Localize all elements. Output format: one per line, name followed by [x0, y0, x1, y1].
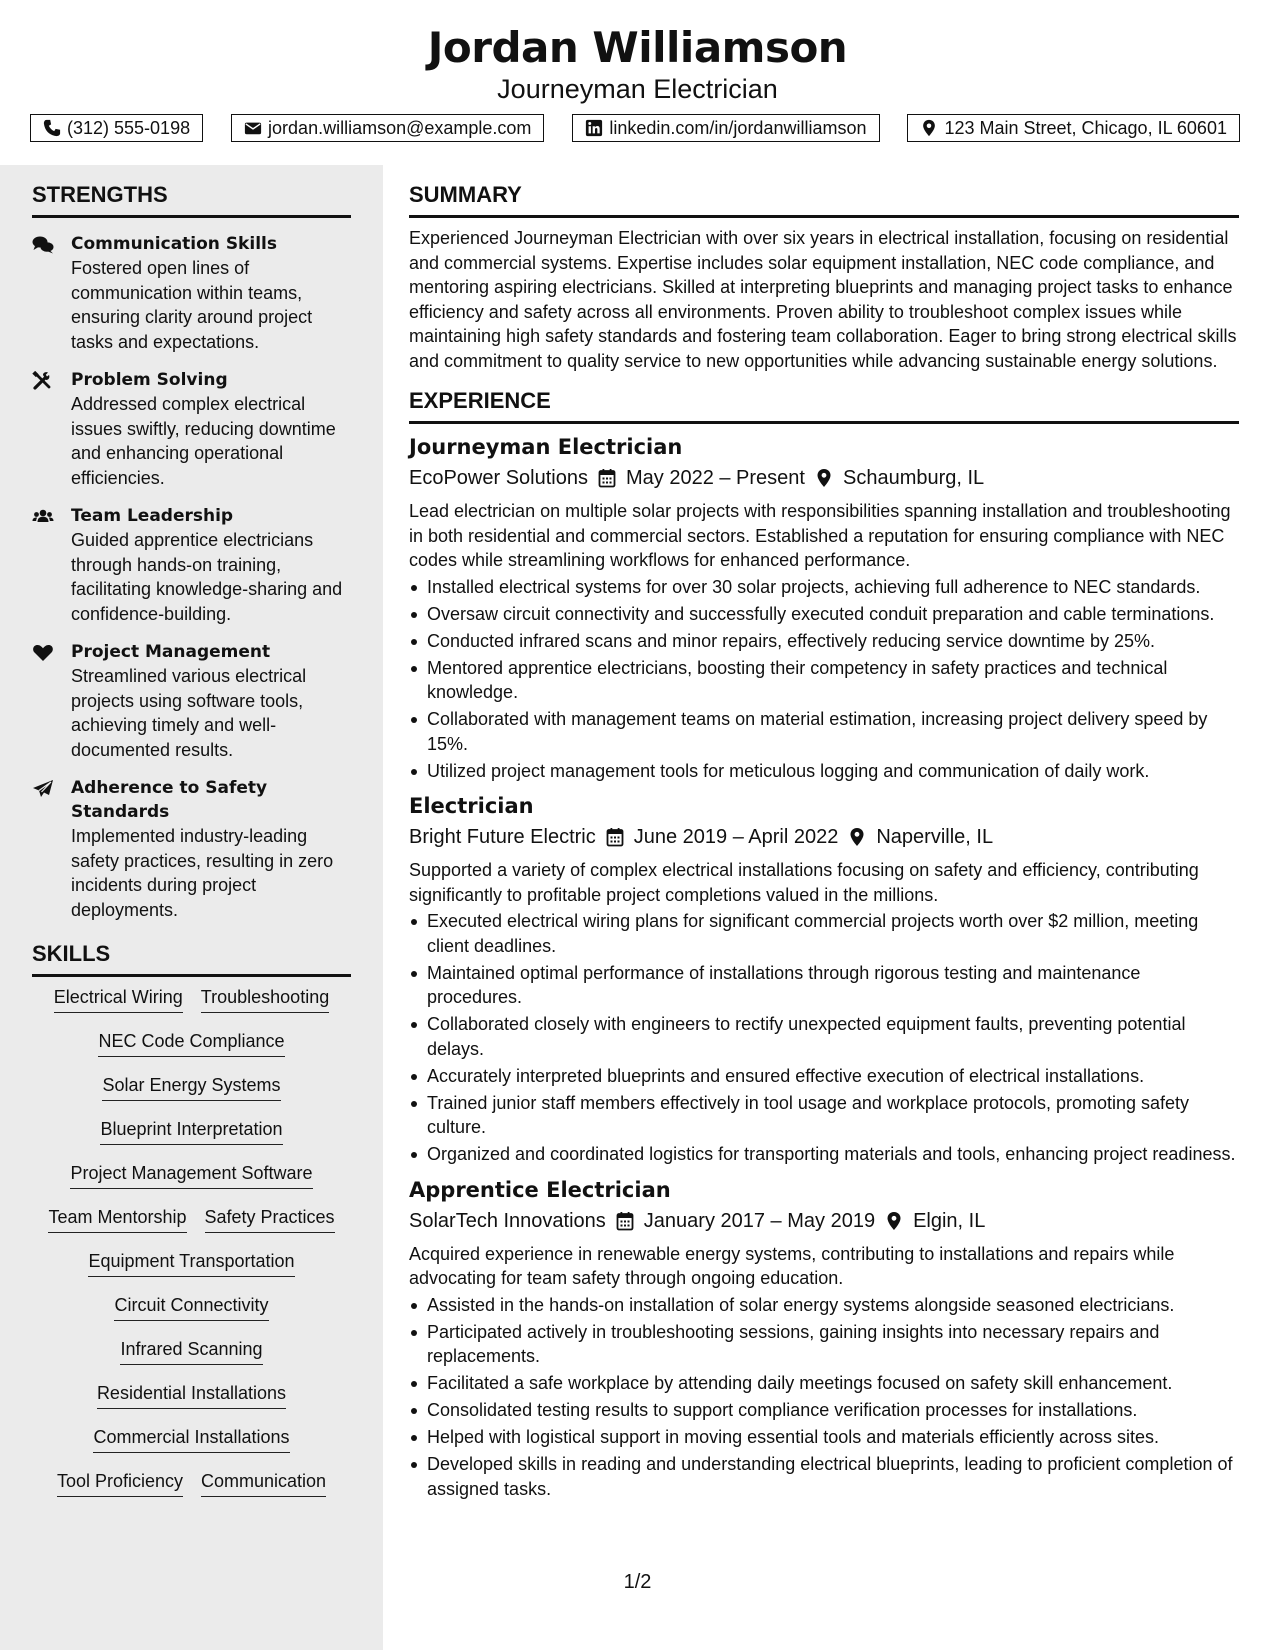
- job-entry: [409, 432, 1239, 783]
- map-pin-icon: [815, 468, 833, 488]
- calendar-icon: [616, 1211, 634, 1231]
- job-dates: June 2019 – April 2022: [633, 826, 839, 848]
- skill-tag: Team Mentorship: [48, 1205, 186, 1233]
- contact-phone[interactable]: [30, 114, 203, 142]
- job-dates: January 2017 – May 2019: [643, 1209, 876, 1232]
- job-entry: [409, 791, 1239, 1167]
- job-bullets: [409, 909, 1239, 1167]
- skill-tag: Residential Installations: [97, 1381, 286, 1409]
- linkedin-icon: [585, 119, 603, 137]
- main-column: [409, 181, 1239, 1504]
- skill-tag: Safety Practices: [205, 1205, 335, 1233]
- job-bullet: Collaborated closely with engineers to rectify unexpected equipment faults, preventing potential delays.: [409, 1012, 1239, 1061]
- strength-desc: Fostered open lines of communication within teams, ensuring clarity around project tasks and expectations.: [71, 258, 313, 352]
- tools-icon: [32, 371, 54, 391]
- job-title: Journeyman Electrician: [409, 435, 683, 459]
- job-bullet: Installed electrical systems for over 30 solar projects, achieving full adherence to NEC standards.: [409, 575, 1239, 600]
- contact-linkedin-text: linkedin.com/in/jordanwilliamson: [609, 117, 867, 138]
- job-description: Lead electrician on multiple solar projects with responsibilities spanning installation and troubleshooting in both residential and commercial sectors. Established a reputation for ensuring compliance with NEC codes while streamlining workflows for enhanced performance.: [409, 501, 1231, 570]
- strength-title: Adherence to Safety Standards: [71, 778, 268, 822]
- job-bullet: Trained junior staff members effectively in tool usage and workplace protocols, promoting safety culture.: [409, 1091, 1239, 1140]
- skill-tag: Commercial Installations: [93, 1425, 289, 1453]
- skill-tag: Troubleshooting: [201, 985, 329, 1013]
- calendar-icon: [598, 468, 616, 488]
- job-bullet: Conducted infrared scans and minor repairs, effectively reducing service downtime by 25%.: [409, 629, 1239, 654]
- strength-desc: Addressed complex electrical issues swiftly, reducing downtime and enhancing operational efficiencies.: [71, 394, 336, 488]
- strength-item: [32, 504, 351, 626]
- job-bullet: Developed skills in reading and understanding electrical blueprints, leading to proficient completion of assigned tasks.: [409, 1452, 1239, 1501]
- strength-desc: Streamlined various electrical projects using software tools, achieving timely and well-documented results.: [71, 666, 307, 760]
- strength-item: [32, 640, 351, 762]
- map-pin-icon: [885, 1211, 903, 1231]
- skill-tag: Circuit Connectivity: [114, 1293, 268, 1321]
- job-bullet: Participated actively in troubleshooting sessions, gaining insights into necessary repairs and replacements.: [409, 1320, 1239, 1369]
- job-company: EcoPower Solutions: [409, 467, 588, 489]
- skills-heading: SKILLS: [32, 940, 351, 977]
- envelope-icon: [244, 119, 262, 137]
- contact-email[interactable]: [231, 114, 544, 142]
- contact-address-text: 123 Main Street, Chicago, IL 60601: [944, 117, 1227, 138]
- job-bullet: Collaborated with management teams on material estimation, increasing project delivery speed by 15%.: [409, 707, 1239, 756]
- contact-bar: [30, 114, 1240, 144]
- skills-list: [32, 985, 351, 1513]
- strength-item: [32, 368, 351, 490]
- strength-title: Team Leadership: [71, 506, 234, 526]
- map-pin-icon: [848, 827, 866, 847]
- summary-heading: SUMMARY: [409, 181, 1239, 218]
- skill-tag: Blueprint Interpretation: [100, 1117, 282, 1145]
- strength-desc: Guided apprentice electricians through hands-on training, facilitating knowledge-sharing and confidence-building.: [71, 530, 343, 624]
- job-bullet: Maintained optimal performance of installations through rigorous testing and maintenance procedures.: [409, 961, 1239, 1010]
- calendar-icon: [606, 827, 624, 847]
- phone-icon: [43, 119, 61, 137]
- strength-title: Problem Solving: [71, 370, 228, 390]
- candidate-role: Journeyman Electrician: [497, 74, 778, 104]
- job-description: Supported a variety of complex electrical installations focusing on safety and efficiency, contributing significantly to profitable project completions valued in the millions.: [409, 860, 1199, 905]
- strengths-heading: STRENGTHS: [32, 181, 351, 218]
- job-meta: [409, 1206, 1239, 1236]
- job-bullet: Assisted in the hands-on installation of solar energy systems alongside seasoned electricians.: [409, 1293, 1239, 1318]
- job-location: Elgin, IL: [913, 1209, 986, 1232]
- skill-tag: Project Management Software: [70, 1161, 312, 1189]
- job-meta: [409, 463, 1239, 493]
- paper-plane-icon: [32, 779, 54, 799]
- strength-title: Communication Skills: [71, 234, 277, 254]
- job-location: Schaumburg, IL: [842, 467, 985, 489]
- chat-bubbles-icon: [32, 235, 54, 255]
- skill-tag: Solar Energy Systems: [102, 1073, 280, 1101]
- job-location: Naperville, IL: [876, 826, 994, 848]
- map-pin-icon: [920, 119, 938, 137]
- skill-tag: NEC Code Compliance: [98, 1029, 284, 1057]
- users-icon: [32, 507, 54, 527]
- job-bullet: Executed electrical wiring plans for significant commercial projects worth over $2 million, meeting client deadlines.: [409, 909, 1239, 958]
- sidebar: [0, 165, 383, 1650]
- heart-icon: [32, 643, 54, 663]
- job-bullet: Oversaw circuit connectivity and successfully executed conduit preparation and cable terminations.: [409, 602, 1239, 627]
- strength-desc: Implemented industry-leading safety practices, resulting in zero incidents during project deployments.: [71, 826, 334, 920]
- skill-tag: Electrical Wiring: [54, 985, 183, 1013]
- skill-tag: Tool Proficiency: [57, 1469, 183, 1497]
- strength-item: [32, 776, 351, 922]
- job-bullet: Organized and coordinated logistics for transporting materials and tools, enhancing project readiness.: [409, 1142, 1239, 1167]
- job-company: Bright Future Electric: [409, 826, 596, 848]
- experience-heading: EXPERIENCE: [409, 387, 1239, 424]
- page-number: 1/2: [623, 1571, 652, 1593]
- job-dates: May 2022 – Present: [625, 467, 805, 489]
- strength-title: Project Management: [71, 642, 271, 662]
- job-bullet: Mentored apprentice electricians, boosting their competency in safety practices and technical knowledge.: [409, 656, 1239, 705]
- job-bullet: Helped with logistical support in moving essential tools and materials efficiently across sites.: [409, 1425, 1239, 1450]
- job-bullet: Consolidated testing results to support compliance verification processes for installations.: [409, 1398, 1239, 1423]
- job-title: Electrician: [409, 794, 534, 818]
- candidate-name: Jordan Williamson: [427, 23, 848, 72]
- skill-tag: Infrared Scanning: [120, 1337, 262, 1365]
- job-entry: [409, 1175, 1239, 1502]
- summary-text: Experienced Journeyman Electrician with over six years in electrical installation, focusing on residential and commercial systems. Expertise includes solar equipment installation, NEC code compliance, and mentoring aspiring electricians. Skilled at interpreting blueprints and managing project tasks to enhance efficiency and safety across all environments. Proven ability to troubleshoot complex issues while maintaining high safety standards and fostering team collaboration. Eager to bring strong electrical skills and commitment to quality service to new opportunities while advancing sustainable energy solutions.: [409, 228, 1237, 371]
- job-bullet: Utilized project management tools for meticulous logging and communication of daily work.: [409, 759, 1239, 784]
- contact-email-text: jordan.williamson@example.com: [268, 117, 532, 138]
- contact-address[interactable]: [907, 114, 1240, 142]
- contact-phone-text: (312) 555-0198: [67, 117, 191, 138]
- job-title: Apprentice Electrician: [409, 1177, 671, 1202]
- strength-item: [32, 232, 351, 354]
- job-bullet: Facilitated a safe workplace by attending daily meetings focused on safety skill enhancement.: [409, 1371, 1239, 1396]
- skill-tag: Communication: [201, 1469, 326, 1497]
- contact-linkedin[interactable]: [572, 114, 879, 142]
- job-bullets: [409, 1293, 1239, 1502]
- job-bullets: [409, 575, 1239, 784]
- job-company: SolarTech Innovations: [409, 1209, 606, 1232]
- skill-tag: Equipment Transportation: [88, 1249, 294, 1277]
- job-bullet: Accurately interpreted blueprints and ensured effective execution of electrical installations.: [409, 1064, 1239, 1089]
- job-meta: [409, 822, 1239, 852]
- job-description: Acquired experience in renewable energy systems, contributing to installations and repairs while advocating for team safety through ongoing education.: [409, 1243, 1175, 1288]
